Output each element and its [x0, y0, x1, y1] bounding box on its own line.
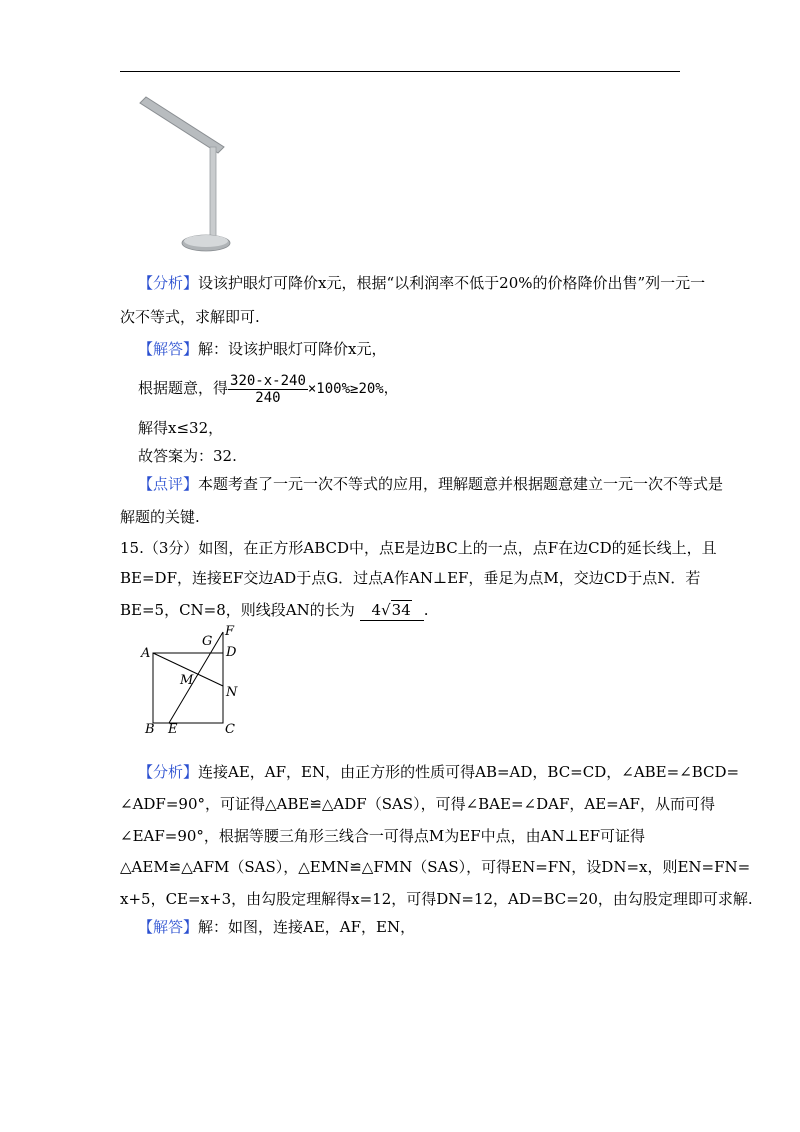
- square-figure: [130, 618, 250, 743]
- analysis-15-tag: 【分析】: [138, 763, 199, 781]
- solution-14-suffix: ×100%≥20%，: [307, 381, 398, 397]
- label-n: N: [226, 685, 238, 700]
- analysis-14-text1: 设该护眼灯可降价x元，根据“以利润率不低于20%的价格降价出售”列一元一: [198, 274, 706, 292]
- answer-blank: 4√34: [360, 600, 424, 621]
- solution-14-line4: 故答案为：32.: [138, 447, 237, 465]
- analysis-15-line3: ∠EAF=90°，根据等腰三角形三线合一可得点M为EF中点，由AN⊥EF可证得: [120, 827, 646, 845]
- solution-tag: 【解答】: [138, 340, 199, 358]
- solution-14-text1: 解：设该护眼灯可降价x元，: [198, 340, 387, 358]
- label-c: C: [225, 722, 235, 737]
- solution-14-line1: [138, 339, 386, 359]
- analysis-tag: 【分析】: [138, 274, 199, 292]
- solution-15-line1: [138, 917, 415, 937]
- comment-14-line2: 解题的关键.: [120, 508, 200, 526]
- solution-14-line2: [138, 368, 398, 408]
- label-b: B: [145, 722, 155, 737]
- label-m: M: [180, 673, 194, 688]
- question-15-line2: BE=DF，连接EF交边AD于点G．过点A作AN⊥EF，垂足为点M，交边CD于点N．若: [120, 569, 701, 587]
- square-abcd: [153, 653, 223, 723]
- fraction-denominator: 240: [255, 389, 281, 406]
- analysis-14-line2: 次不等式，求解即可.: [120, 308, 260, 326]
- analysis-15-line1: [138, 762, 739, 782]
- solution-15-text: 解：如图，连接AE，AF，EN，: [198, 918, 416, 936]
- comment-14-text1: 本题考查了一元一次不等式的应用，理解题意并根据题意建立一元一次不等式是: [198, 475, 724, 493]
- desk-lamp-image: [136, 95, 236, 255]
- inequality-fraction: [228, 373, 308, 406]
- analysis-15-line5: x+5，CE=x+3，由勾股定理解得x=12，可得DN=12，AD=BC=20，由勾股定理即可求解.: [120, 890, 753, 908]
- label-e: E: [168, 722, 178, 737]
- header-rule: [120, 71, 680, 72]
- question-15-line1: 15.（3分）如图，在正方形ABCD中，点E是边BC上的一点，点F在边CD的延长线上，且: [120, 539, 717, 557]
- label-g: G: [202, 634, 213, 649]
- label-d: D: [226, 645, 237, 660]
- label-f: F: [225, 624, 235, 639]
- fraction-numerator: 320-x-240: [230, 372, 306, 389]
- analysis-15-line4: △AEM≌△AFM（SAS），△EMN≌△FMN（SAS），可得EN=FN，设DN=x，则EN=FN=: [120, 858, 751, 876]
- label-a: A: [141, 646, 151, 661]
- analysis-15-line2: ∠ADF=90°，可证得△ABE≌△ADF（SAS），可得∠BAE=∠DAF，AE=AF，从而可得: [120, 795, 715, 813]
- question-15-suffix: .: [423, 601, 429, 619]
- segment-ef: [169, 632, 223, 723]
- question-15-prefix: BE=5，CN=8，则线段AN的长为: [120, 601, 355, 619]
- solution-14-prefix: 根据题意，得: [138, 379, 229, 397]
- solution-15-tag: 【解答】: [138, 918, 199, 936]
- comment-14-line1: [138, 474, 723, 494]
- comment-tag: 【点评】: [138, 475, 199, 493]
- analysis-14-line1: [138, 273, 705, 293]
- analysis-15-text1: 连接AE，AF，EN，由正方形的性质可得AB=AD，BC=CD，∠ABE=∠BCD=: [198, 763, 740, 781]
- answer-radicand: 34: [391, 601, 411, 619]
- answer-coefficient: 4: [371, 601, 382, 619]
- solution-14-line3: 解得x≤32，: [138, 419, 224, 437]
